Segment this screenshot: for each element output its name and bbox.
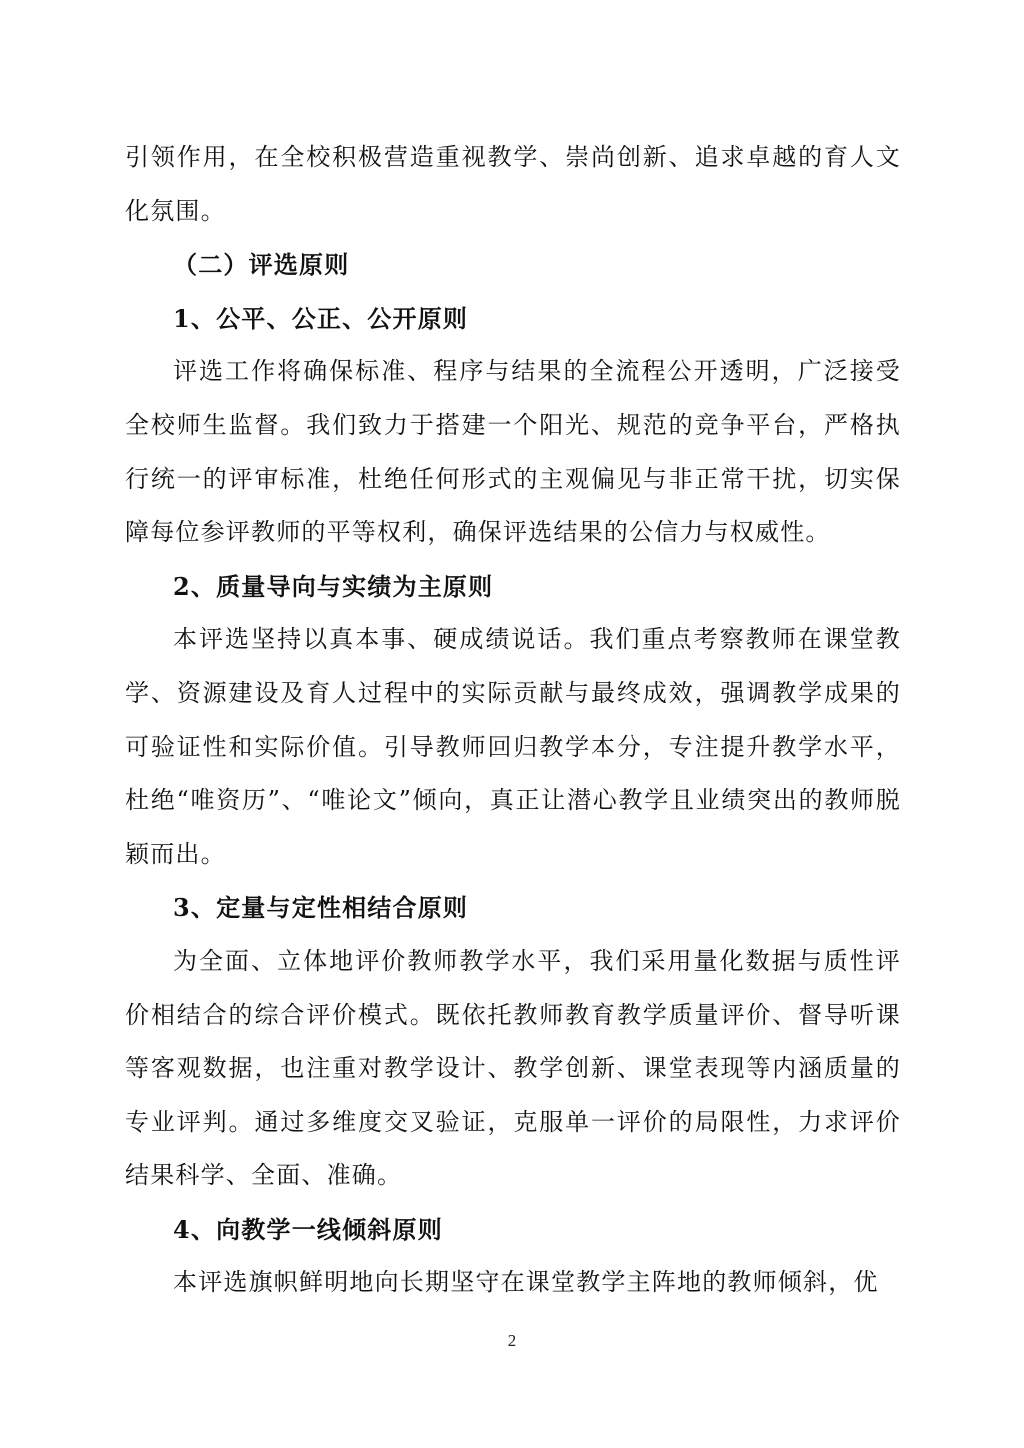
page-number: 2 [507,1331,517,1350]
paragraph-quality: 本评选坚持以真本事、硬成绩说话。我们重点考察教师在课堂教学、资源建设及育人过程中的实际贡献与最终成效，强调教学成果的可验证性和实际价值。引导教师回归教学本分，专注提升教学水平，杜绝“唯资历”、“唯论文”倾向，真正让潜心教学且业绩突出的教师脱颖而出。 [125,625,901,868]
subheading-quantitative-qualitative-principle: 3、定量与定性相结合原则 [173,893,469,923]
paragraph-fairness: 评选工作将确保标准、程序与结果的全流程公开透明，广泛接受全校师生监督。我们致力于搭建一个阳光、规范的竞争平台，严格执行统一的评审标准，杜绝任何形式的主观偏见与非正常干扰，切实保障每位参评教师的平等权利，确保评选结果的公信力与权威性。 [125,357,901,547]
subheading-frontline-principle: 4、向教学一线倾斜原则 [173,1214,443,1244]
paragraph-frontline: 本评选旗帜鲜明地向长期坚守在课堂教学主阵地的教师倾斜，优 [173,1268,879,1297]
subheading-fairness-principle: 1、公平、公正、公开原则 [173,303,469,333]
document-body [125,131,901,1310]
section-heading-principles: （二）评选原则 [173,250,350,280]
subheading-quality-principle: 2、质量导向与实绩为主原则 [173,571,494,601]
paragraph-quantitative-qualitative: 为全面、立体地评价教师教学水平，我们采用量化数据与质性评价相结合的综合评价模式。既依托教师教育教学质量评价、督导听课等客观数据，也注重对教学设计、教学创新、课堂表现等内涵质量的专业评判。通过多维度交叉验证，克服单一评价的局限性，力求评价结果科学、全面、准确。 [125,946,901,1190]
paragraph-continuation: 引领作用，在全校积极营造重视教学、崇尚创新、追求卓越的育人文化氛围。 [125,143,901,225]
